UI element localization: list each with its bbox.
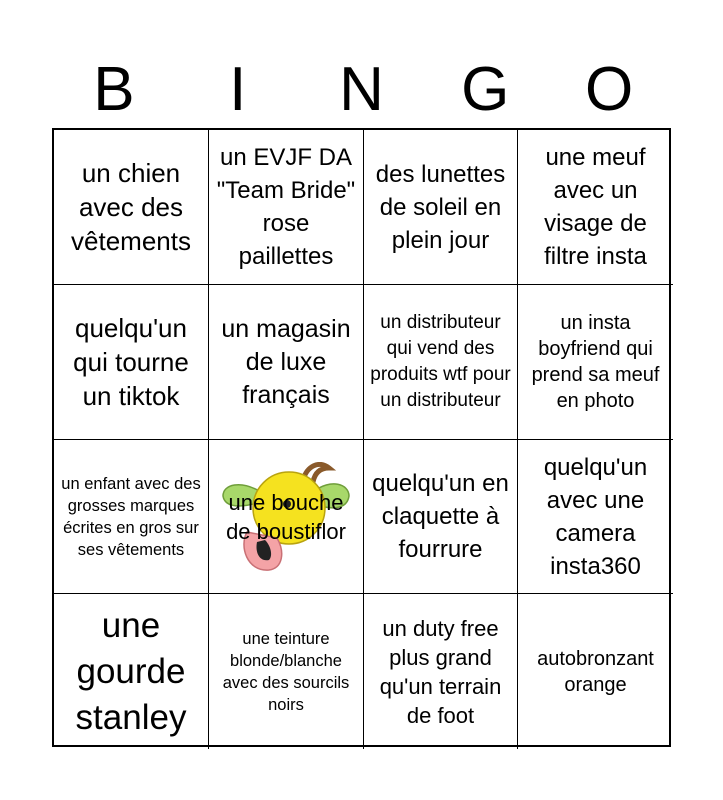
cell-text: un magasin de luxe français bbox=[221, 314, 351, 409]
cell-text: une meuf avec un visage de filtre insta bbox=[544, 144, 647, 270]
bingo-cell[interactable] bbox=[518, 594, 673, 749]
header-letter-i: I bbox=[229, 55, 247, 124]
bingo-board bbox=[52, 128, 671, 747]
bingo-cell[interactable] bbox=[209, 285, 364, 440]
bingo-cell[interactable] bbox=[209, 594, 364, 749]
bingo-cell[interactable] bbox=[518, 440, 673, 594]
bingo-cell[interactable] bbox=[364, 440, 518, 594]
header-letter-g: G bbox=[461, 55, 510, 124]
header-letter-o: O bbox=[584, 55, 634, 124]
bingo-cell-free-space[interactable] bbox=[209, 440, 364, 594]
cell-text: autobronzant orange bbox=[537, 647, 654, 696]
bingo-header bbox=[52, 52, 671, 128]
bingo-cell[interactable] bbox=[518, 285, 673, 440]
bingo-cell[interactable] bbox=[54, 130, 209, 285]
cell-text: un distributeur qui vend des produits wtf pour un distributeur bbox=[370, 312, 511, 411]
bingo-cell[interactable] bbox=[54, 594, 209, 749]
bingo-cell[interactable] bbox=[209, 130, 364, 285]
bingo-cell[interactable] bbox=[364, 285, 518, 440]
header-letter-b: B bbox=[93, 55, 135, 124]
cell-text: un enfant avec des grosses marques écrites en gros sur ses vêtements bbox=[61, 474, 201, 559]
cell-text: une bouche de boustiflor bbox=[226, 489, 346, 544]
header-letter-n: N bbox=[339, 55, 384, 124]
cell-text: quelqu'un en claquette à fourrure bbox=[372, 470, 509, 563]
bingo-cell[interactable] bbox=[364, 130, 518, 285]
cell-text: quelqu'un qui tourne un tiktok bbox=[73, 313, 189, 411]
cell-text: un chien avec des vêtements bbox=[71, 158, 191, 256]
cell-text: une gourde stanley bbox=[75, 605, 187, 737]
cell-text: un duty free plus grand qu'un terrain de foot bbox=[379, 615, 502, 728]
cell-text: des lunettes de soleil en plein jour bbox=[375, 160, 506, 254]
bingo-cell[interactable] bbox=[364, 594, 518, 749]
cell-text: quelqu'un avec une camera insta360 bbox=[543, 453, 648, 580]
bingo-cell[interactable] bbox=[518, 130, 673, 285]
cell-text: un insta boyfriend qui prend sa meuf en photo bbox=[531, 312, 660, 412]
cell-text: un EVJF DA "Team Bride" rose paillettes bbox=[216, 144, 356, 270]
bingo-cell[interactable] bbox=[54, 285, 209, 440]
cell-text: une teinture blonde/blanche avec des sourcils noirs bbox=[222, 629, 350, 714]
bingo-cell[interactable] bbox=[54, 440, 209, 594]
